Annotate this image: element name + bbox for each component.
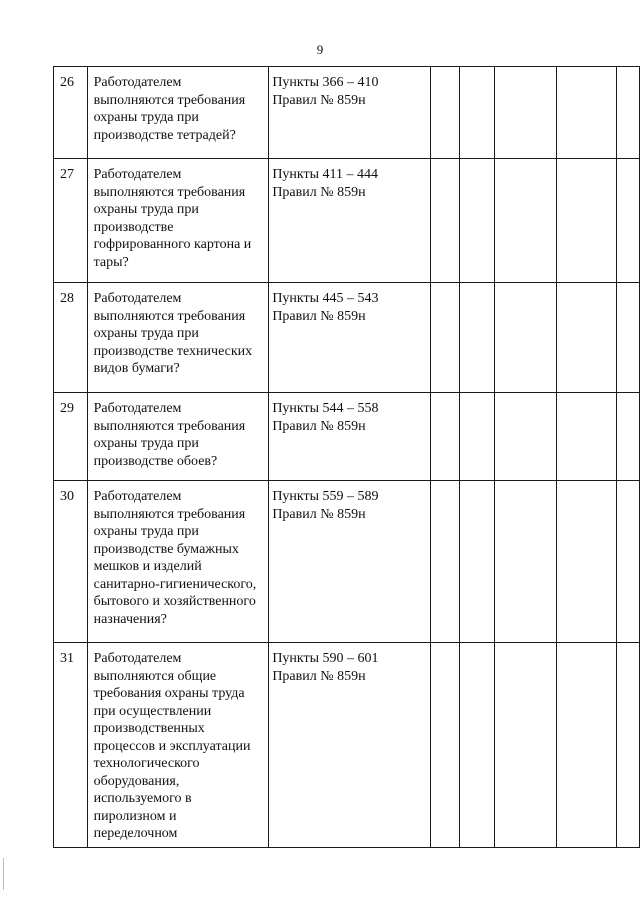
question-cell — [87, 283, 269, 393]
question-text: назначения? — [93, 611, 167, 627]
question-text: оборудования, — [93, 773, 180, 789]
requirement-reference: Правил № 859н — [272, 308, 366, 324]
question-cell — [87, 481, 269, 643]
question-text: Работодателем — [93, 489, 182, 504]
question-cell — [87, 643, 269, 848]
question-text: гофрированного картона и — [93, 237, 252, 252]
answer-yes-cell — [430, 67, 459, 159]
table-row — [54, 481, 640, 643]
question-text: производственных — [93, 721, 205, 736]
requirement-reference: Пункты 559 – 589 — [272, 489, 379, 504]
question-text: Работодателем — [93, 291, 182, 306]
answer-yes-cell — [430, 283, 459, 393]
requirement-reference: Правил № 859н — [272, 184, 366, 200]
extra-cell — [616, 283, 639, 393]
row-number: 30 — [54, 481, 88, 643]
question-text: используемого в — [93, 791, 192, 806]
question-text: охраны труда при — [93, 326, 199, 341]
question-text: охраны труда при — [93, 436, 199, 451]
extra-cell — [616, 159, 639, 283]
question-text: бытового и хозяйственного — [93, 594, 256, 609]
question-text: выполняются требования — [93, 418, 246, 434]
requirement-reference: Правил № 859н — [272, 418, 366, 434]
row-number: 26 — [54, 67, 88, 159]
question-text: охраны труда при — [93, 202, 199, 217]
table-row — [54, 393, 640, 481]
requirement-reference: Пункты 366 – 410 — [272, 75, 379, 90]
answer-yes-cell — [430, 393, 459, 481]
extra-cell — [616, 643, 639, 848]
notes-cell — [556, 159, 616, 283]
question-text: Работодателем — [93, 167, 182, 182]
question-text: выполняются общие — [93, 668, 217, 684]
question-text: санитарно-гигиенического, — [93, 576, 257, 592]
answer-na-cell — [494, 283, 556, 393]
question-text: Работодателем — [93, 651, 182, 666]
requirement-reference: Правил № 859н — [272, 506, 366, 522]
answer-yes-cell — [430, 481, 459, 643]
answer-na-cell — [494, 393, 556, 481]
scan-artifact — [3, 858, 4, 890]
question-text: пиролизном и — [93, 808, 177, 824]
table-row — [54, 643, 640, 848]
answer-no-cell — [459, 393, 494, 481]
answer-yes-cell — [430, 643, 459, 848]
extra-cell — [616, 481, 639, 643]
requirement-reference: Пункты 445 – 543 — [272, 291, 379, 306]
question-text: охраны труда при — [93, 524, 199, 539]
requirement-reference: Правил № 859н — [272, 668, 366, 684]
question-text: при осуществлении — [93, 703, 212, 719]
answer-na-cell — [494, 67, 556, 159]
requirement-reference-cell — [269, 67, 430, 159]
question-text: выполняются требования — [93, 506, 246, 522]
answer-na-cell — [494, 481, 556, 643]
requirement-reference: Пункты 411 – 444 — [272, 167, 379, 182]
question-text: Работодателем — [93, 401, 182, 416]
requirement-reference-cell — [269, 393, 430, 481]
question-text: производстве тетрадей? — [93, 127, 236, 143]
notes-cell — [556, 481, 616, 643]
answer-no-cell — [459, 67, 494, 159]
question-text: производстве обоев? — [93, 453, 218, 469]
answer-no-cell — [459, 159, 494, 283]
checklist-table — [53, 66, 640, 848]
answer-na-cell — [494, 159, 556, 283]
requirement-reference-cell — [269, 283, 430, 393]
row-number: 31 — [54, 643, 88, 848]
question-text: процессов и эксплуатации — [93, 738, 251, 754]
answer-no-cell — [459, 481, 494, 643]
question-cell — [87, 393, 269, 481]
answer-no-cell — [459, 643, 494, 848]
requirement-reference: Пункты 590 – 601 — [272, 651, 379, 666]
question-text: производстве бумажных — [93, 541, 239, 557]
page-number: 9 — [316, 42, 324, 57]
requirement-reference-cell — [269, 159, 430, 283]
question-text: видов бумаги? — [93, 361, 180, 376]
answer-no-cell — [459, 283, 494, 393]
question-text: выполняются требования — [93, 308, 246, 324]
answer-yes-cell — [430, 159, 459, 283]
question-cell — [87, 67, 269, 159]
question-text: охраны труда при — [93, 110, 199, 125]
question-text: выполняются требования — [93, 92, 246, 108]
table-row — [54, 67, 640, 159]
question-text: переделочном — [93, 826, 178, 841]
question-text: требования охраны труда — [93, 686, 245, 701]
question-text: Работодателем — [93, 75, 182, 90]
answer-na-cell — [494, 643, 556, 848]
requirement-reference: Пункты 544 – 558 — [272, 401, 379, 416]
extra-cell — [616, 67, 639, 159]
extra-cell — [616, 393, 639, 481]
question-cell — [87, 159, 269, 283]
notes-cell — [556, 643, 616, 848]
question-text: тары? — [93, 254, 129, 270]
question-text: выполняются требования — [93, 184, 246, 200]
requirement-reference-cell — [269, 643, 430, 848]
row-number: 29 — [54, 393, 88, 481]
row-number: 28 — [54, 283, 88, 393]
table-row — [54, 159, 640, 283]
question-text: производстве технических — [93, 343, 253, 359]
requirement-reference: Правил № 859н — [272, 92, 366, 108]
question-text: технологического — [93, 756, 200, 771]
question-text: мешков и изделий — [93, 559, 202, 574]
question-text: производстве — [93, 219, 174, 235]
row-number: 27 — [54, 159, 88, 283]
table-row — [54, 283, 640, 393]
notes-cell — [556, 283, 616, 393]
requirement-reference-cell — [269, 481, 430, 643]
notes-cell — [556, 67, 616, 159]
notes-cell — [556, 393, 616, 481]
